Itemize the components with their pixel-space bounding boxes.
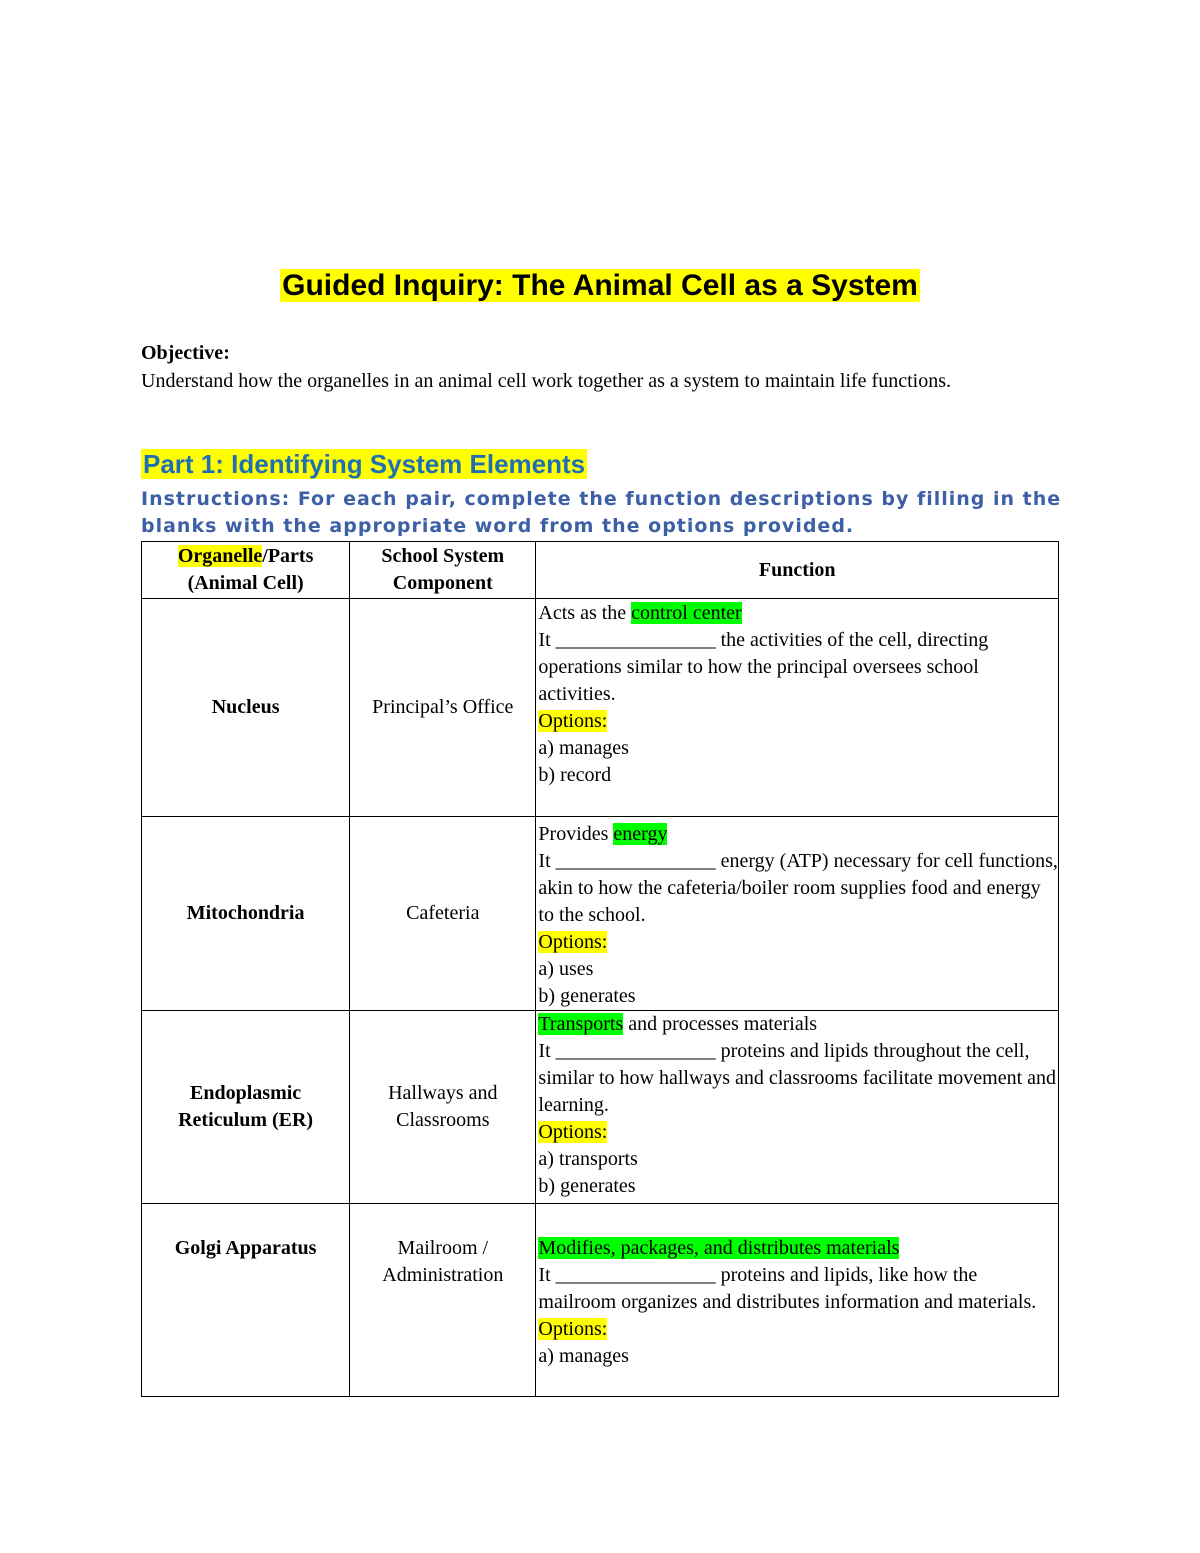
options-label: Options: xyxy=(538,710,608,732)
organelle-name: Endoplasmic Reticulum (ER) xyxy=(178,1082,314,1131)
organelle-cell xyxy=(142,1011,350,1204)
options-label: Options: xyxy=(538,931,608,953)
component-name: Hallways and Classrooms xyxy=(388,1082,498,1131)
option-a: a) manages xyxy=(538,1345,629,1367)
function-lead xyxy=(538,1011,1058,1038)
function-cell xyxy=(536,1011,1059,1204)
table-row xyxy=(142,1011,1059,1204)
options-label-line xyxy=(538,929,1058,956)
function-body: It ________________ the activities of the cell, directing operations similar to how the principal oversees school activities. xyxy=(538,629,989,705)
option-a: a) transports xyxy=(538,1148,638,1170)
organelle-cell: Nucleus xyxy=(142,599,350,817)
organelle-cell: Mitochondria xyxy=(142,817,350,1011)
objective-label: Objective: xyxy=(141,342,230,364)
document-title xyxy=(0,266,1200,306)
component-cell: Principal’s Office xyxy=(350,599,536,817)
option-b: b) record xyxy=(538,764,612,786)
lead-highlight: control center xyxy=(631,602,742,624)
option-a: a) manages xyxy=(538,737,629,759)
options-label: Options: xyxy=(538,1121,608,1143)
function-cell xyxy=(536,599,1059,817)
option-b: b) generates xyxy=(538,985,636,1007)
header-organelle xyxy=(142,542,350,599)
lead-pre: Acts as the xyxy=(538,602,632,624)
lead-highlight: Transports xyxy=(538,1013,624,1035)
function-lead xyxy=(538,1235,1058,1262)
header-organelle-line2: (Animal Cell) xyxy=(187,572,304,594)
organelle-table xyxy=(141,541,1059,1397)
function-lead xyxy=(538,821,1058,848)
table-header-row xyxy=(142,542,1059,599)
function-cell xyxy=(536,1204,1059,1397)
header-component-text: School System Component xyxy=(381,545,505,594)
component-cell: Cafeteria xyxy=(350,817,536,1011)
function-body: It ________________ proteins and lipids throughout the cell, similar to how hallways and classrooms facilitate movement and learning. xyxy=(538,1040,1057,1116)
header-organelle-highlight: Organelle xyxy=(177,545,263,567)
function-lead xyxy=(538,600,1058,627)
header-function: Function xyxy=(536,542,1059,599)
option-a: a) uses xyxy=(538,958,594,980)
options-label-line xyxy=(538,1119,1058,1146)
table-row xyxy=(142,599,1059,817)
options-label: Options: xyxy=(538,1318,608,1340)
document-title-text: Guided Inquiry: The Animal Cell as a System xyxy=(282,269,918,302)
part1-heading-text: Part 1: Identifying System Elements xyxy=(143,449,586,479)
table-row xyxy=(142,1204,1059,1397)
part1-instructions: Instructions: For each pair, complete the function descriptions by filling in the blanks with the appropriate word from the options provided. xyxy=(141,488,1062,537)
organelle-cell: Golgi Apparatus xyxy=(142,1204,350,1397)
header-component xyxy=(350,542,536,599)
objective-text: Understand how the organelles in an animal cell work together as a system to maintain life functions. xyxy=(141,370,951,392)
function-body: It ________________ energy (ATP) necessary for cell functions, akin to how the cafeteria/boiler room supplies food and energy to the school. xyxy=(538,850,1058,926)
table-row xyxy=(142,817,1059,1011)
lead-highlight: Modifies, packages, and distributes materials xyxy=(538,1237,900,1259)
lead-post: and processes materials xyxy=(623,1013,818,1035)
component-cell xyxy=(350,1204,536,1397)
header-organelle-rest: /Parts xyxy=(262,545,314,567)
options-label-line xyxy=(538,1316,1058,1343)
options-label-line xyxy=(538,708,1058,735)
component-cell xyxy=(350,1011,536,1204)
function-cell xyxy=(536,817,1059,1011)
function-body: It ________________ proteins and lipids, like how the mailroom organizes and distributes information and materials. xyxy=(538,1264,1037,1313)
lead-pre: Provides xyxy=(538,823,614,845)
lead-highlight: energy xyxy=(613,823,668,845)
component-name: Mailroom / Administration xyxy=(382,1237,504,1286)
option-b: b) generates xyxy=(538,1175,636,1197)
part1-heading xyxy=(141,446,587,482)
